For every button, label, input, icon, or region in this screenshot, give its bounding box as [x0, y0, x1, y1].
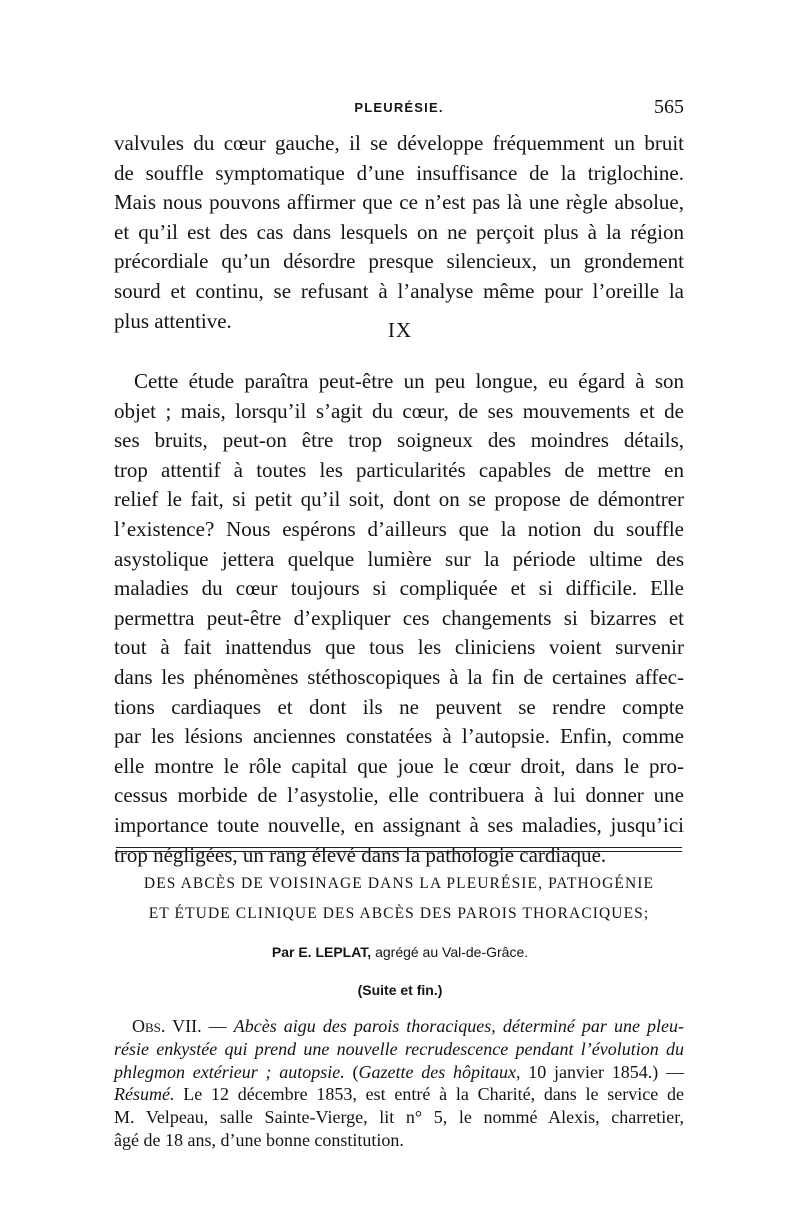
text-line: précordiale qu’un désordre presque silencieux, un grondement: [114, 249, 684, 274]
observation-body: Le 12 décembre 1853, est entré à la Charité, dans le service de: [183, 1084, 684, 1105]
observation-title: phlegmon extérieur ; autopsie.: [114, 1061, 345, 1082]
byline-author: Par E. LEPLAT,: [271, 944, 372, 960]
text-line: âgé de 18 ans, d’une bonne constitution.: [114, 1129, 404, 1150]
paragraph-1: [114, 129, 684, 336]
article-title-line: DES ABCÈS DE VOISINAGE DANS LA PLEURÉSIE, PATHOGÉNIE: [143, 875, 655, 892]
text-line: sourd et continu, se refusant à l’analyse même pour l’oreille la: [114, 278, 684, 303]
observation-title: Abcès aigu des parois thoraciques, déterminé par une pleu-: [233, 1016, 684, 1036]
text-line: de souffle symptomatique d’une insuffisance de la triglochine.: [114, 160, 684, 185]
text-line: dans les phénomènes stéthoscopiques à la fin de certaines affec-: [114, 664, 684, 689]
text-line: elle montre le rôle capital que joue le cœur droit, dans le pro-: [114, 753, 684, 778]
section-divider: [116, 851, 682, 852]
text-line: [114, 1015, 684, 1038]
continuation-note: (Suite et fin.): [357, 982, 443, 998]
source-open: (: [352, 1061, 359, 1082]
text-line: importance toute nouvelle, en assignant à ses maladies, jusqu’ici: [114, 812, 684, 837]
article-title-line: ET ÉTUDE CLINIQUE DES ABCÈS DES PAROIS THORACIQUES;: [148, 905, 650, 922]
observation-label: Obs. VII. —: [132, 1016, 227, 1036]
byline-affiliation: agrégé au Val-de-Grâce.: [375, 944, 529, 960]
text-line: permettra peut-être d’expliquer ces changements si bizarres et: [114, 605, 684, 630]
observation-paragraph: [114, 1015, 684, 1152]
text-line: asystolique jettera quelque lumière sur la période ultime des: [114, 546, 684, 571]
text-line: et qu’il est des cas dans lesquels on ne perçoit plus à la région: [114, 219, 684, 244]
text-line: [114, 1061, 684, 1084]
text-line: ses bruits, peut-on être trop soigneux des moindres détails,: [114, 428, 684, 453]
source-date: , 10 janvier 1854.) —: [516, 1061, 685, 1082]
text-line: trop attentif à toutes les particularités capables de mettre en: [114, 457, 684, 482]
text-line: objet ; mais, lorsqu’il s’agit du cœur, de ses mouvements et de: [114, 398, 684, 423]
article-byline: [0, 944, 800, 960]
running-title: PLEURÉSIE.: [354, 100, 444, 115]
running-head: [114, 96, 684, 120]
text-line: valvules du cœur gauche, il se développe fréquemment un bruit: [114, 131, 684, 155]
paragraph-2: [114, 367, 684, 870]
text-line: cessus morbide de l’asystolie, elle contribuera à lui donner une: [114, 783, 684, 808]
text-line: Cette étude paraîtra peut-être un peu longue, eu égard à son: [134, 369, 684, 393]
source-journal: Gazette des hôpitaux: [358, 1061, 516, 1082]
text-line: par les lésions anciennes constatées à l’autopsie. Enfin, comme: [114, 724, 684, 749]
resume-label: Résumé.: [114, 1084, 175, 1105]
text-line: tout à fait inattendus que tous les cliniciens voient survenir: [114, 635, 684, 660]
text-line: maladies du cœur toujours si compliquée et si difficile. Elle: [114, 576, 684, 601]
text-line: M. Velpeau, salle Sainte-Vierge, lit n° 5, le nommé Alexis, charretier,: [114, 1107, 684, 1128]
page-number: 565: [654, 96, 684, 118]
text-line: tions cardiaques et dont ils ne peuvent se rendre compte: [114, 694, 684, 719]
section-numeral: IX: [387, 318, 413, 342]
text-line: relief le fait, si petit qu’il soit, dont on se propose de démontrer: [114, 487, 684, 512]
text-line: résie enkystée qui prend une nouvelle recrudescence pendant l’évolution du: [114, 1038, 684, 1059]
text-line: l’existence? Nous espérons d’ailleurs que la notion du souffle: [114, 516, 684, 541]
text-line: Mais nous pouvons affirmer que ce n’est pas là une règle absolue,: [114, 190, 684, 215]
text-line: [114, 1083, 684, 1106]
text-line: trop négligées, un rang élevé dans la pathologie cardiaque.: [114, 842, 607, 867]
text-line: plus attentive.: [114, 308, 232, 333]
section-divider: [116, 847, 682, 848]
